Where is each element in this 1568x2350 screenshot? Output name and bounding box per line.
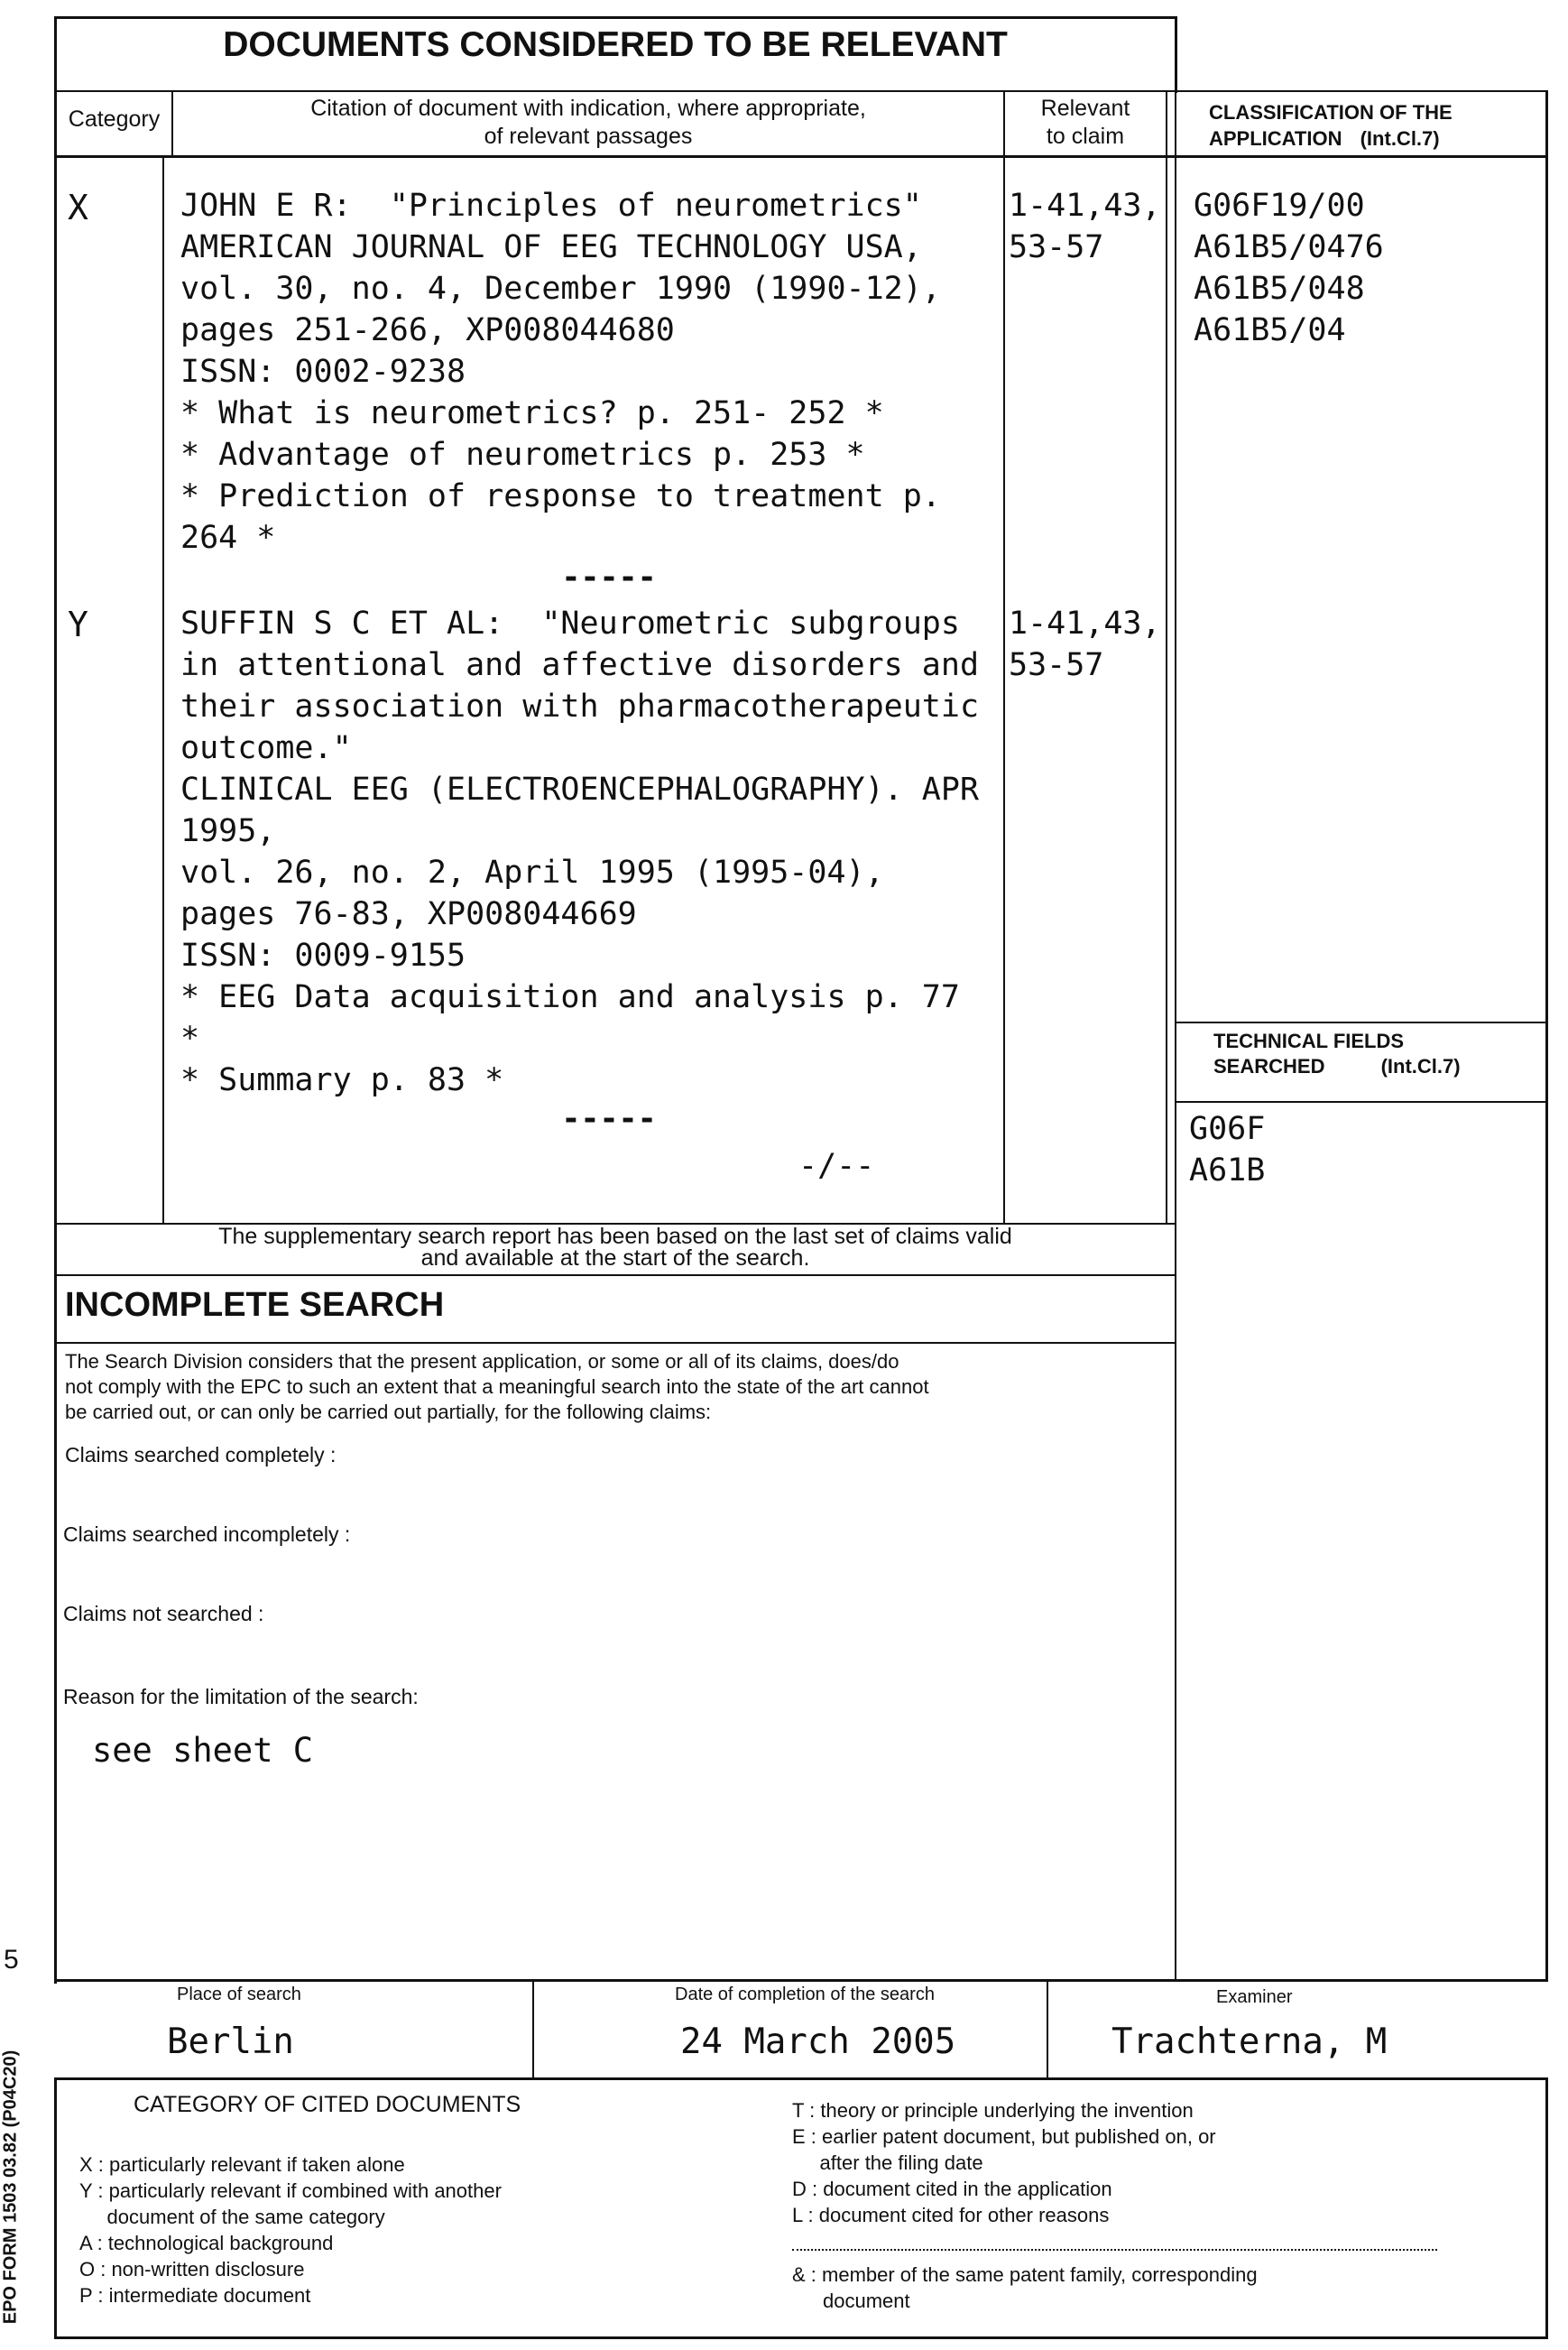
incomplete-text-line: be carried out, or can only be carried out partially, for the following claims: (65, 1400, 1166, 1425)
citation-1-relevant (1009, 185, 1169, 268)
relevant-claims: 53-57 (1009, 644, 1169, 686)
classification-code: G06F19/00 (1194, 185, 1541, 227)
classification-header-line: CLASSIFICATION OF THE (1209, 99, 1543, 125)
citation-line: 1995, (180, 810, 1001, 852)
supplementary-line: and available at the start of the search. (57, 1247, 1174, 1269)
dotted-divider (792, 2249, 1437, 2251)
date-label: Date of completion of the search (675, 1985, 935, 2005)
page-marker: 5 (4, 1945, 19, 1975)
citation-line: in attentional and affective disorders and (180, 644, 1001, 686)
incomplete-search-title: INCOMPLETE SEARCH (65, 1286, 444, 1325)
category-legend-item: after the filing date (792, 2150, 1532, 2176)
citation-line: pages 251-266, XP008044680 (180, 310, 1001, 351)
category-legend-item: L : document cited for other reasons (792, 2202, 1532, 2228)
claims-searched-incompletely: Claims searched incompletely : (63, 1522, 350, 1547)
report-title: DOCUMENTS CONSIDERED TO BE RELEVANT (57, 25, 1174, 65)
category-legend-item: X : particularly relevant if taken alone (79, 2151, 621, 2178)
patent-family-legend (792, 2262, 1532, 2314)
category-legend-item: document (792, 2288, 1532, 2314)
supplementary-line: The supplementary search report has been based on the last set of claims valid (57, 1226, 1174, 1247)
column-header-relevant (1005, 95, 1166, 151)
citation-line: vol. 26, no. 2, April 1995 (1995-04), (180, 852, 1001, 893)
citation-header-line: of relevant passages (173, 123, 1003, 151)
citation-separator: ----- (541, 1101, 677, 1137)
examiner-label: Examiner (1216, 1987, 1292, 2008)
relevant-claims: 53-57 (1009, 227, 1169, 268)
search-report-page (0, 0, 1568, 2342)
incomplete-text-line: The Search Division considers that the present application, or some or all of its claims, does/do (65, 1349, 1166, 1374)
column-header-category: Category (57, 106, 171, 133)
citation-line: AMERICAN JOURNAL OF EEG TECHNOLOGY USA, (180, 227, 1001, 268)
relevant-header-line: to claim (1005, 123, 1166, 151)
place-label: Place of search (177, 1985, 301, 2005)
technical-fields-list (1189, 1108, 1532, 1191)
citation-line: their association with pharmacotherapeutic (180, 686, 1001, 727)
technical-fields-header (1213, 1029, 1538, 1079)
citation-line: 264 * (180, 517, 1001, 559)
citation-separator: ----- (541, 560, 677, 596)
reason-value: see sheet C (92, 1731, 313, 1770)
citation-line: SUFFIN S C ET AL: "Neurometric subgroups (180, 603, 1001, 644)
relevant-claims: 1-41,43, (1009, 185, 1169, 227)
citation-header-line: Citation of document with indication, where appropriate, (173, 95, 1003, 123)
classification-code: A61B5/0476 (1194, 227, 1541, 268)
epo-form-label: EPO FORM 1503 03.82 (P04C20) (1, 2025, 22, 2350)
claims-not-searched: Claims not searched : (63, 1602, 263, 1626)
continuation-mark: -/-- (798, 1148, 874, 1184)
cited-categories-right (792, 2097, 1532, 2228)
citation-line: ISSN: 0009-9155 (180, 935, 1001, 976)
place-value: Berlin (167, 2022, 294, 2062)
technical-field-item: G06F (1189, 1108, 1532, 1150)
category-legend-item: D : document cited in the application (792, 2176, 1532, 2202)
technical-field-item: A61B (1189, 1150, 1532, 1191)
column-header-classification (1209, 99, 1543, 152)
category-legend-item: P : intermediate document (79, 2282, 621, 2308)
classification-code: A61B5/04 (1194, 310, 1541, 351)
citation-category-x: X (68, 188, 88, 227)
citation-line: vol. 30, no. 4, December 1990 (1990-12), (180, 268, 1001, 310)
citation-line: * Summary p. 83 * (180, 1059, 1001, 1101)
cited-categories-left (79, 2151, 621, 2308)
category-legend-item: document of the same category (79, 2204, 621, 2230)
citation-line: * Advantage of neurometrics p. 253 * (180, 434, 1001, 476)
category-legend-item: & : member of the same patent family, corresponding (792, 2262, 1532, 2288)
supplementary-note (57, 1226, 1174, 1269)
incomplete-text-line: not comply with the EPC to such an extent that a meaningful search into the state of the art cannot (65, 1374, 1166, 1400)
relevant-claims: 1-41,43, (1009, 603, 1169, 644)
reason-label: Reason for the limitation of the search: (63, 1685, 419, 1709)
examiner-value: Trachterna, M (1111, 2022, 1387, 2062)
citation-line: JOHN E R: "Principles of neurometrics" (180, 185, 1001, 227)
claims-searched-completely: Claims searched completely : (65, 1443, 336, 1467)
classification-header-line: APPLICATION (1209, 127, 1342, 150)
classification-code-label: (Int.Cl.7) (1360, 127, 1440, 150)
column-header-citation (173, 95, 1003, 151)
citation-line: pages 76-83, XP008044669 (180, 893, 1001, 935)
category-legend-item: Y : particularly relevant if combined with another (79, 2178, 621, 2204)
citation-line: ISSN: 0002-9238 (180, 351, 1001, 393)
incomplete-search-text (65, 1349, 1166, 1425)
cited-categories-title: CATEGORY OF CITED DOCUMENTS (134, 2092, 521, 2118)
category-legend-item: A : technological background (79, 2230, 621, 2256)
technical-fields-title: TECHNICAL FIELDS (1213, 1029, 1538, 1054)
category-legend-item: E : earlier patent document, but published on, or (792, 2123, 1532, 2150)
citation-line: * EEG Data acquisition and analysis p. 77 (180, 976, 1001, 1018)
technical-fields-title: SEARCHED (1213, 1055, 1324, 1078)
citation-2-text (180, 603, 1001, 1101)
citation-line: outcome." (180, 727, 1001, 769)
relevant-header-line: Relevant (1005, 95, 1166, 123)
category-legend-item: T : theory or principle underlying the invention (792, 2097, 1532, 2123)
citation-line: * Prediction of response to treatment p. (180, 476, 1001, 517)
citation-2-relevant (1009, 603, 1169, 686)
category-legend-item: O : non-written disclosure (79, 2256, 621, 2282)
classification-code: A61B5/048 (1194, 268, 1541, 310)
citation-line: * What is neurometrics? p. 251- 252 * (180, 393, 1001, 434)
classification-codes (1194, 185, 1541, 351)
citation-category-y: Y (68, 605, 88, 644)
citation-1-text (180, 185, 1001, 559)
citation-line: CLINICAL EEG (ELECTROENCEPHALOGRAPHY). APR (180, 769, 1001, 810)
technical-fields-code: (Int.Cl.7) (1381, 1055, 1461, 1078)
citation-line: * (180, 1018, 1001, 1059)
date-value: 24 March 2005 (680, 2022, 955, 2062)
